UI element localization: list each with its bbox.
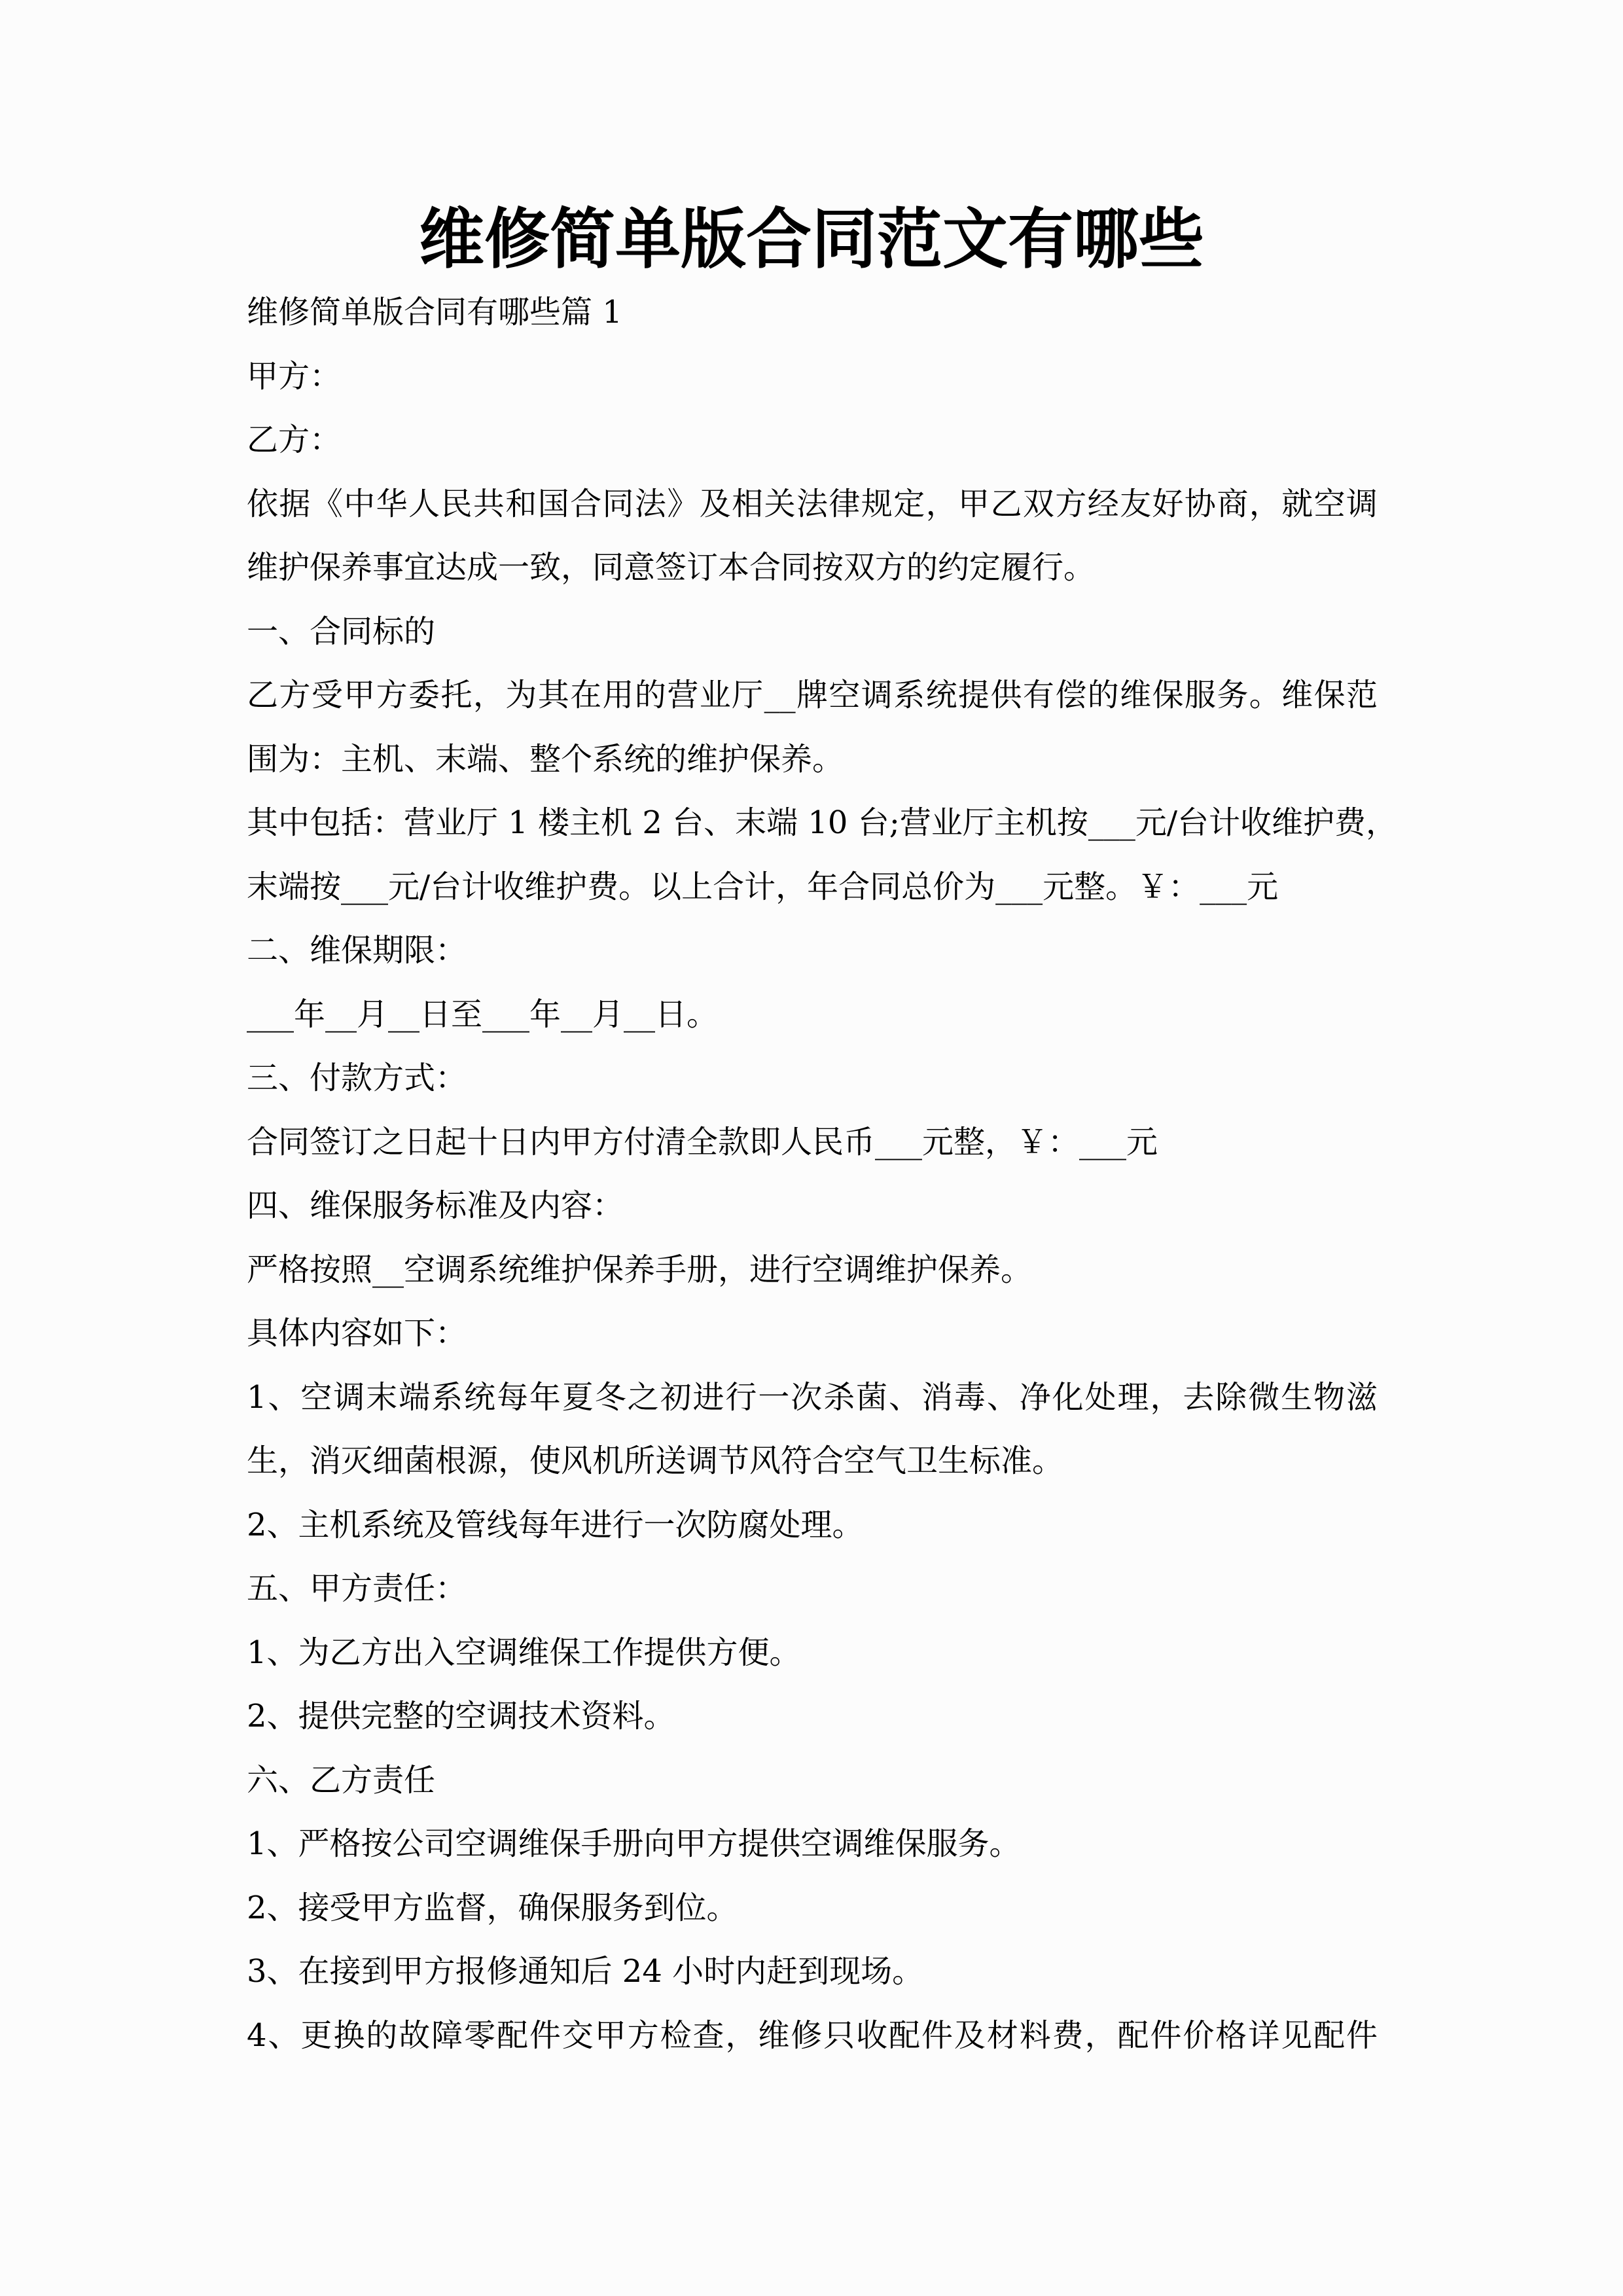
heading-party-a-duties: 五、甲方责任： (247, 1570, 467, 1607)
document-title: 维修简单版合同范文有哪些 (419, 200, 1204, 278)
party-a-field: 甲方： (247, 357, 342, 395)
document-body (247, 281, 1398, 2068)
detail-item-2: 2、主机系统及管线每年进行一次防腐处理。 (247, 1506, 864, 1543)
heading-contract-subject: 一、合同标的 (247, 613, 436, 650)
party-a-duty-1: 1、为乙方出入空调维保工作提供方便。 (247, 1634, 801, 1671)
period-dates: ___年__月__日至___年__月__日。 (247, 996, 719, 1033)
party-a-duty-2: 2、提供完整的空调技术资料。 (247, 1698, 675, 1734)
heading-payment-method: 三、付款方式： (247, 1060, 467, 1096)
heading-maintenance-period: 二、维保期限： (247, 932, 467, 969)
subject-line-1: 乙方受甲方委托，为其在用的营业厅__牌空调系统提供有偿的维保服务。维保范 (247, 677, 1378, 713)
preamble-line-1: 依据《中华人民共和国合同法》及相关法律规定，甲乙双方经友好协商，就空调 (247, 485, 1378, 522)
subject-line-4: 末端按___元/台计收维护费。以上合计，年合同总价为___元整。￥：___元 (247, 868, 1279, 905)
preamble-line-2: 维护保养事宜达成一致，同意签订本合同按双方的约定履行。 (247, 549, 1096, 586)
party-b-duty-2: 2、接受甲方监督，确保服务到位。 (247, 1889, 738, 1926)
party-b-duty-4: 4、更换的故障零配件交甲方检查，维修只收配件及材料费，配件价格详见配件 (247, 2017, 1378, 2054)
party-b-field: 乙方： (247, 422, 342, 458)
details-intro: 具体内容如下： (247, 1315, 467, 1352)
subject-line-3: 其中包括：营业厅 1 楼主机 2 台、末端 10 台;营业厅主机按___元/台计收维护费， (247, 804, 1398, 841)
detail-item-1-line-1: 1、空调末端系统每年夏冬之初进行一次杀菌、消毒、净化处理，去除微生物滋 (247, 1378, 1378, 1416)
heading-party-b-duties: 六、乙方责任 (247, 1761, 436, 1799)
heading-service-standard: 四、维保服务标准及内容： (247, 1187, 624, 1224)
party-b-duty-3: 3、在接到甲方报修通知后 24 小时内赶到现场。 (247, 1953, 924, 1990)
subject-line-2: 围为：主机、末端、整个系统的维护保养。 (247, 740, 844, 778)
section-subtitle: 维修简单版合同有哪些篇 1 (247, 294, 622, 331)
detail-item-1-line-2: 生，消灭细菌根源，使风机所送调节风符合空气卫生标准。 (247, 1443, 1064, 1479)
standard-line: 严格按照__空调系统维护保养手册，进行空调维护保养。 (247, 1251, 1033, 1288)
payment-line: 合同签订之日起十日内甲方付清全款即人民币___元整，￥：___元 (247, 1123, 1158, 1160)
party-b-duty-1: 1、严格按公司空调维保手册向甲方提供空调维保服务。 (247, 1825, 1021, 1862)
